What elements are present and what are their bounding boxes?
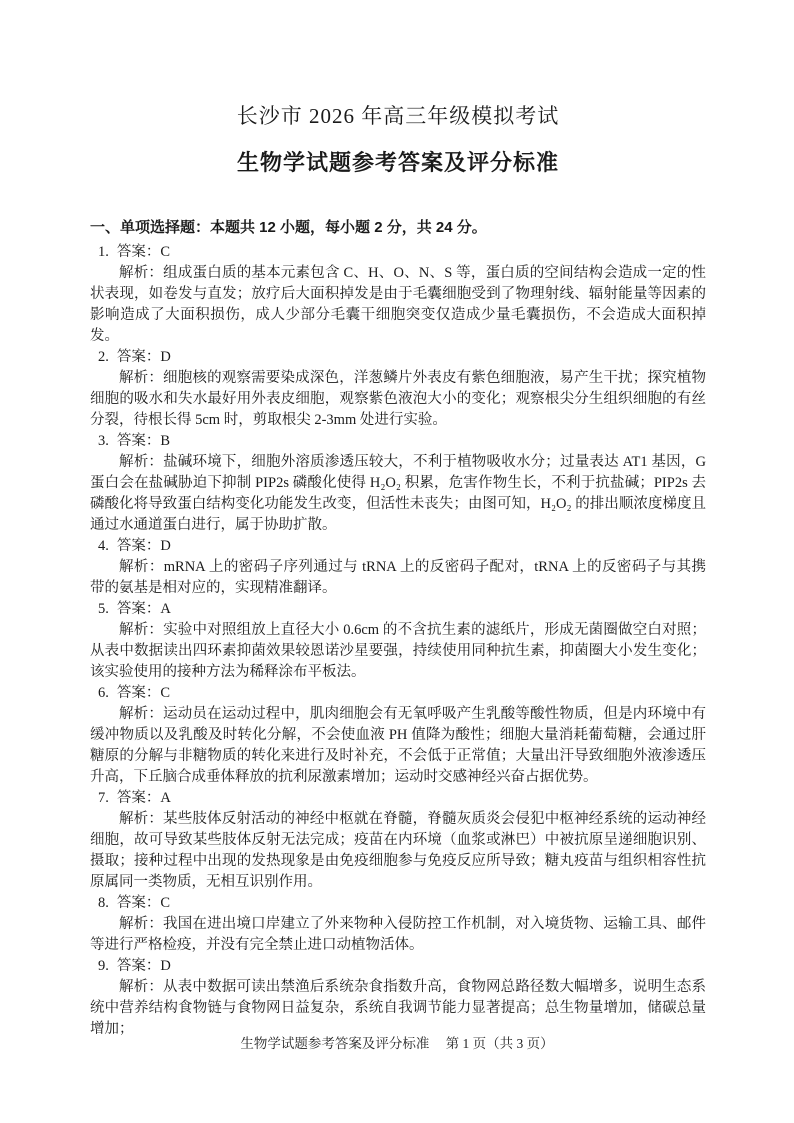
answer-value: B	[160, 433, 171, 449]
analysis-label: 解析：	[119, 370, 164, 386]
analysis-paragraph	[90, 620, 706, 683]
answer-value: C	[160, 244, 171, 260]
question-block	[90, 788, 706, 893]
analysis-text: 组成蛋白质的基本元素包含 C、H、O、N、S 等，蛋白质的空间结构会造成一定的性状表现，如卷发与直发；放疗后大面积掉发是由于毛囊细胞受到了物理射线、辐射能量等因素的影响造成了大面积损伤，成人少部分毛囊干细胞突变仅造成少量毛囊损伤，不会造成大面积掉发。	[90, 265, 707, 344]
answer-line	[90, 683, 706, 704]
question-number: 4.	[98, 538, 109, 554]
answer-label: 答案：	[116, 685, 161, 701]
answer-value: D	[160, 349, 171, 365]
analysis-paragraph	[90, 263, 706, 347]
analysis-text: 我国在进出境口岸建立了外来物种入侵防控工作机制，对入境货物、运输工具、邮件等进行严格检疫，并没有完全禁止进口动植物活体。	[90, 916, 707, 953]
question-number: 7.	[98, 790, 109, 806]
analysis-paragraph	[90, 368, 706, 431]
answer-line	[90, 599, 706, 620]
answer-label: 答案：	[116, 349, 161, 365]
analysis-label: 解析：	[119, 454, 164, 470]
answer-label: 答案：	[116, 244, 161, 260]
question-number: 2.	[98, 349, 109, 365]
analysis-text: 运动员在运动过程中，肌肉细胞会有无氧呼吸产生乳酸等酸性物质，但是内环境中有缓冲物质以及乳酸及时转化分解，不会使血液 PH 值降为酸性；细胞大量消耗葡萄糖，会通过肝糖原的分解与非糖物质的转化来进行及时补充，不会低于正常值；大量出汗导致细胞外液渗透压升高，下丘脑合成垂体释放的抗利尿激素增加；运动时交感神经兴奋占据优势。	[90, 706, 707, 785]
question-block	[90, 242, 706, 347]
analysis-text: 某些肢体反射活动的神经中枢就在脊髓，脊髓灰质炎会侵犯中枢神经系统的运动神经细胞，故可导致某些肢体反射无法完成；疫苗在内环境（血浆或淋巴）中被抗原呈递细胞识别、摄取；接种过程中出现的发热现象是由免疫细胞参与免疫反应所导致；糖丸疫苗与组织相容性抗原属同一类物质，无相互识别作用。	[90, 811, 707, 890]
question-block	[90, 599, 706, 683]
answer-line	[90, 347, 706, 368]
analysis-label: 解析：	[119, 622, 164, 638]
answer-value: D	[160, 958, 171, 974]
footer-page-info: 第 1 页（共 3 页）	[445, 1036, 554, 1051]
answer-value: A	[160, 790, 171, 806]
analysis-label: 解析：	[119, 706, 164, 722]
footer-doc-title: 生物学试题参考答案及评分标准	[240, 1036, 430, 1051]
answer-line	[90, 956, 706, 977]
answer-label: 答案：	[116, 433, 161, 449]
question-number: 9.	[98, 958, 109, 974]
analysis-paragraph	[90, 452, 706, 536]
exam-title: 长沙市 2026 年高三年级模拟考试	[236, 104, 560, 128]
answer-value: D	[160, 538, 171, 554]
analysis-label: 解析：	[119, 811, 164, 827]
page-footer	[0, 1032, 794, 1052]
analysis-text: mRNA 上的密码子序列通过与 tRNA 上的反密码子配对，tRNA 上的反密码子与其携带的氨基是相对应的，实现精准翻译。	[90, 559, 707, 596]
question-block	[90, 431, 706, 536]
analysis-text: 细胞核的观察需要染成深色，洋葱鳞片外表皮有紫色细胞液，易产生干扰；探究植物细胞的吸水和失水最好用外表皮细胞，观察紫色液泡大小的变化；观察根尖分生组织细胞的有丝分裂，待根长得 5cm 时，剪取根尖 2-3mm 处进行实验。	[90, 370, 707, 428]
answer-line	[90, 242, 706, 263]
answer-label: 答案：	[116, 790, 161, 806]
answer-label: 答案：	[116, 895, 161, 911]
analysis-text: 从表中数据可读出禁渔后系统杂食指数升高，食物网总路径数大幅增多，说明生态系统中营养结构食物链与食物网日益复杂，系统自我调节能力显著提高；总生物量增加，储碳总量增加；	[90, 979, 707, 1037]
question-number: 8.	[98, 895, 109, 911]
question-block	[90, 683, 706, 788]
analysis-paragraph	[90, 809, 706, 893]
analysis-label: 解析：	[119, 559, 164, 575]
question-number: 6.	[98, 685, 109, 701]
analysis-paragraph	[90, 977, 706, 1040]
analysis-label: 解析：	[119, 979, 164, 995]
answer-line	[90, 536, 706, 557]
answer-value: A	[160, 601, 171, 617]
question-block	[90, 893, 706, 956]
analysis-paragraph	[90, 704, 706, 788]
answer-line	[90, 788, 706, 809]
answer-key-title: 生物学试题参考答案及评分标准	[236, 150, 559, 175]
section-heading: 一、单项选择题：本题共 12 小题，每小题 2 分，共 24 分。	[90, 219, 487, 236]
answer-value: C	[160, 685, 171, 701]
answer-line	[90, 431, 706, 452]
question-block	[90, 956, 706, 1040]
answer-line	[90, 893, 706, 914]
question-number: 5.	[98, 601, 109, 617]
question-block	[90, 347, 706, 431]
questions-list	[90, 242, 706, 1040]
question-number: 1.	[98, 244, 109, 260]
analysis-label: 解析：	[119, 916, 164, 932]
answer-label: 答案：	[116, 601, 161, 617]
answer-value: C	[160, 895, 171, 911]
analysis-paragraph	[90, 557, 706, 599]
question-number: 3.	[98, 433, 109, 449]
analysis-text: 实验中对照组放上直径大小 0.6cm 的不含抗生素的滤纸片，形成无菌圈做空白对照；从表中数据读出四环素抑菌效果较恩诺沙星要强，持续使用同种抗生素，抑菌圈大小发生变化；该实验使用的接种方法为稀释涂布平板法。	[90, 622, 707, 680]
answer-label: 答案：	[116, 958, 161, 974]
analysis-text: 盐碱环境下，细胞外溶质渗透压较大，不利于植物吸收水分；过量表达 AT1 基因，G 蛋白会在盐碱胁迫下抑制 PIP2s 磷酸化使得 H₂O₂ 积累，危害作物生长，不利于抗盐碱；PIP2s 去磷酸化将导致蛋白结构变化功能发生改变，但活性未丧失；由图可知，H₂O₂ 的排出顺浓度梯度且通过水通道蛋白进行，属于协助扩散。	[90, 454, 706, 533]
question-block	[90, 536, 706, 599]
answer-label: 答案：	[116, 538, 161, 554]
analysis-label: 解析：	[119, 265, 164, 281]
analysis-paragraph	[90, 914, 706, 956]
